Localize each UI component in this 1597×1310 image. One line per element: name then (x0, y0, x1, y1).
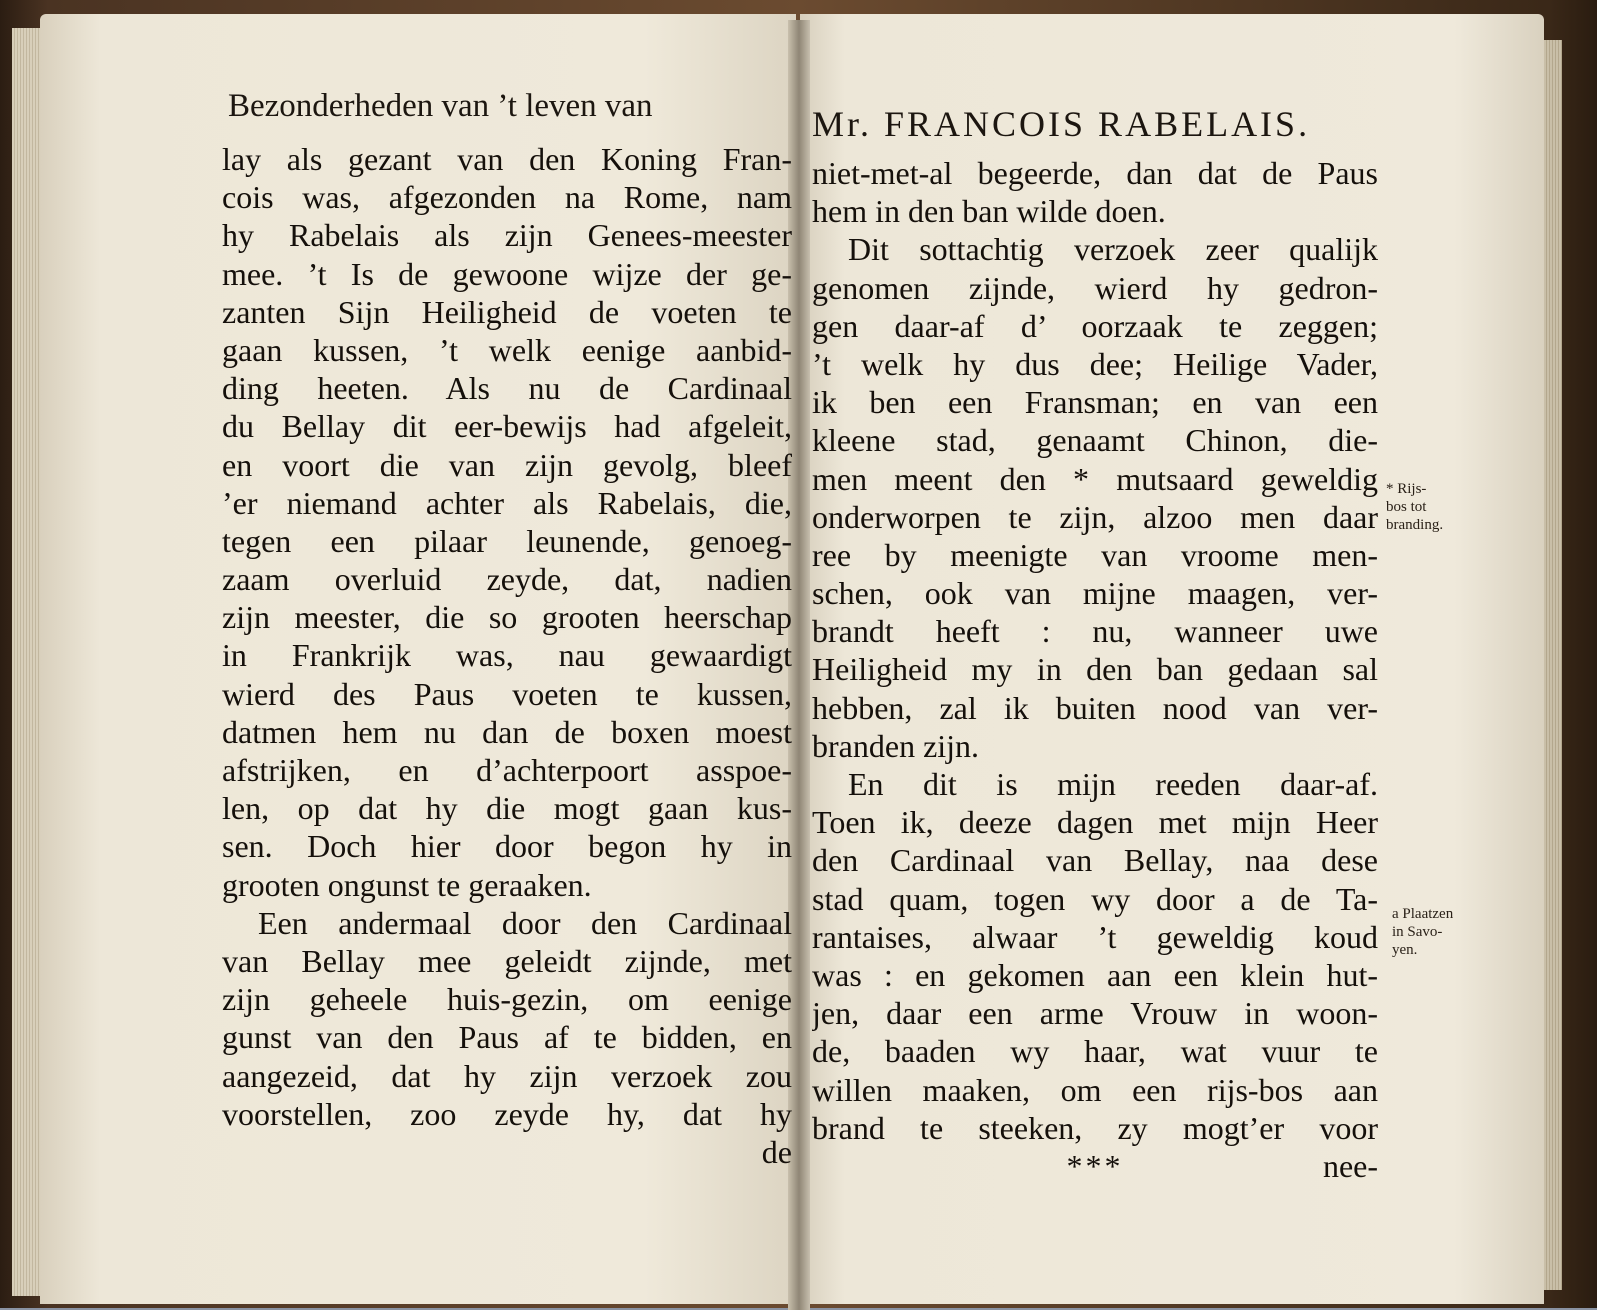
text-line: len, op dat hy die mogt gaan kus- (222, 790, 792, 827)
margin-note-rijsbos: * Rijs- bos tot branding. (1386, 481, 1444, 533)
right-body-text (812, 154, 1378, 1185)
text-line: sen. Doch hier door begon hy in (222, 828, 792, 865)
text-line: ding heeten. Als nu de Cardinaal (222, 370, 792, 407)
left-body-text (222, 140, 792, 1171)
text-line: stad quam, togen wy door a de Ta- (812, 880, 1378, 917)
text-line: brand te steeken, zy mogt’er voor (812, 1109, 1378, 1146)
text-line: jen, daar een arme Vrouw in woon- (812, 995, 1378, 1032)
text-line: cois was, afgezonden na Rome, nam (222, 179, 792, 216)
margin-note-plaatzen: a Plaatzen in Savo- yen. (1392, 906, 1454, 958)
text-line: zijn meester, die so grooten heerschap (222, 599, 792, 636)
text-line: Heiligheid my in den ban gedaan sal (812, 651, 1378, 688)
text-line: niet-met-al begeerde, dan dat de Paus (812, 155, 1378, 191)
text-line: brandt heeft : nu, wanneer uwe (812, 613, 1378, 650)
text-line: was : en gekomen aan een klein hut- (812, 956, 1378, 993)
text-line: zaam overluid zeyde, dat, nadien (222, 561, 792, 598)
text-line: schen, ook van mijne maagen, ver- (812, 575, 1378, 612)
text-line: ’t welk hy dus dee; Heilige Vader, (812, 345, 1378, 382)
text-line: branden zijn. (812, 727, 980, 764)
text-line: van Bellay mee geleidt zijnde, met (222, 942, 792, 979)
text-line: wierd des Paus voeten te kussen, (222, 675, 792, 712)
text-line: ree by meenigte van vroome men- (812, 536, 1378, 573)
text-line: den Cardinaal van Bellay, naa dese (812, 842, 1378, 879)
text-line: Dit sottachtig verzoek zeer qualijk (848, 231, 1378, 268)
page-edges-left (12, 28, 42, 1296)
text-line: voorstellen, zoo zeyde hy, dat hy (222, 1095, 792, 1132)
text-line: mee. ’t Is de gewoone wijze der ge- (222, 255, 792, 292)
text-line: En dit is mijn reeden daar-af. (848, 766, 1378, 802)
text-line: afstrijken, en d’achterpoort asspoe- (222, 752, 792, 788)
text-line: hebben, zal ik buiten nood van ver- (812, 689, 1378, 726)
text-line: Toen ik, deeze dagen met mijn Heer (812, 804, 1378, 841)
text-line: gunst van den Paus af te bidden, en (222, 1019, 792, 1056)
text-line: ’er niemand achter als Rabelais, die, (222, 484, 792, 521)
text-line: onderworpen te zijn, alzoo men daar (812, 498, 1378, 535)
catchword: nee- (1322, 1147, 1378, 1184)
text-line: grooten ongunst te geraaken. (222, 866, 592, 903)
text-line: en voort die van zijn gevolg, bleef (222, 446, 792, 483)
left-running-header: Bezonderheden van ’t leven van (228, 88, 653, 124)
text-line: du Bellay dit eer-bewijs had afgeleit, (222, 408, 792, 445)
text-line: ik ben een Fransman; en van een (812, 384, 1378, 421)
right-running-header: Mr. FRANCOIS RABELAIS. (812, 104, 1311, 144)
text-line: genomen zijnde, wierd hy gedron- (812, 269, 1378, 306)
text-line: in Frankrijk was, nau gewaardigt (222, 637, 792, 674)
text-line: datmen hem nu dan de boxen moest (222, 713, 792, 750)
text-line: Een andermaal door den Cardinaal (258, 904, 792, 941)
text-line: zanten Sijn Heiligheid de voeten te (222, 293, 792, 330)
catchword: de (761, 1133, 792, 1170)
text-line: men meent den * mutsaard geweldig (812, 460, 1378, 497)
text-line: lay als gezant van den Koning Fran- (222, 141, 792, 177)
text-line: zijn geheele huis-gezin, om eenige (222, 981, 792, 1018)
text-line: willen maaken, om een rijs-bos aan (812, 1071, 1378, 1108)
text-line: aangezeid, dat hy zijn verzoek zou (222, 1057, 792, 1094)
text-line: hy Rabelais als zijn Genees-meester (222, 217, 792, 254)
text-line: gen daar-af d’ oorzaak te zeggen; (812, 307, 1378, 344)
text-line: hem in den ban wilde doen. (812, 193, 1166, 230)
text-line: kleene stad, genaamt Chinon, die- (812, 422, 1378, 459)
text-line: rantaises, alwaar ’t geweldig koud (812, 918, 1378, 955)
text-line: gaan kussen, ’t welk eenige aanbid- (222, 331, 792, 368)
text-line: tegen een pilaar leunende, genoeg- (222, 522, 792, 559)
text-line: de, baaden wy haar, wat vuur te (812, 1033, 1378, 1070)
signature-mark: *** (1066, 1147, 1124, 1184)
